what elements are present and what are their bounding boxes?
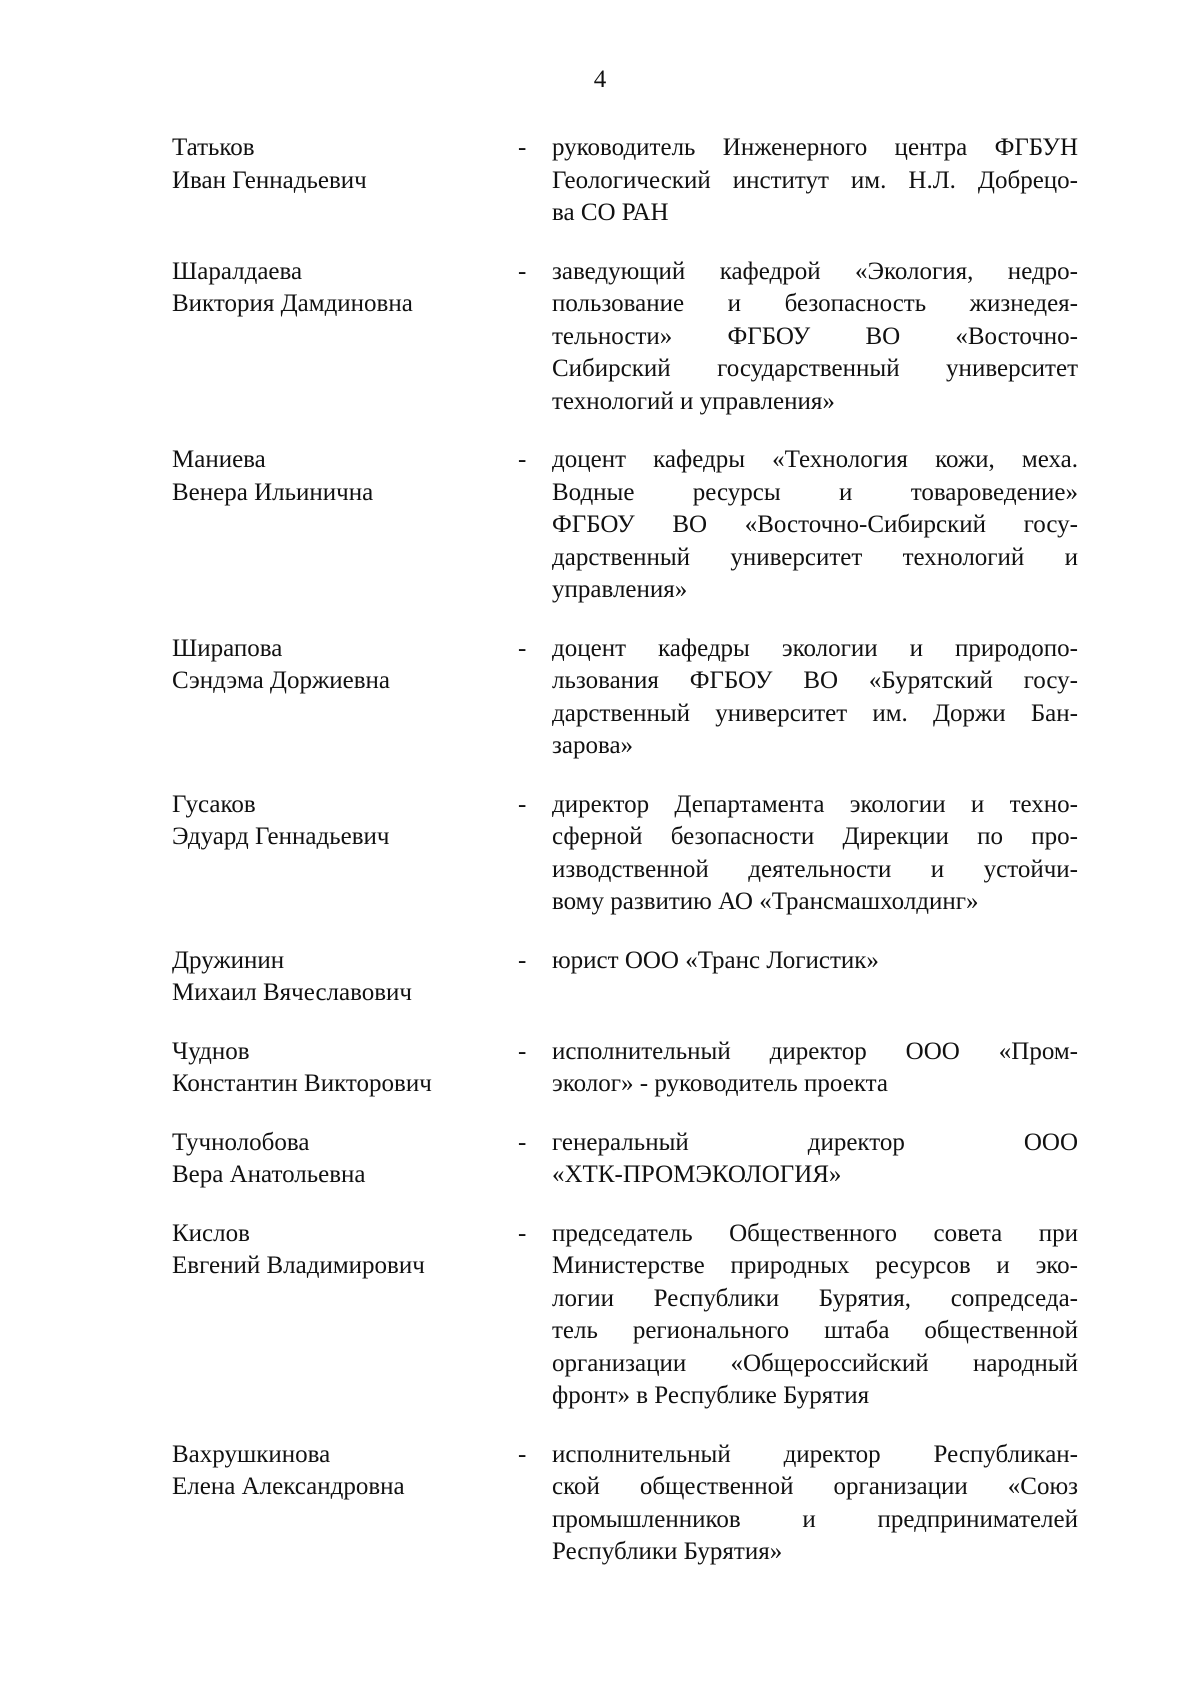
position-line: «ХТК-ПРОМЭКОЛОГИЯ» [552,1161,842,1188]
position-line: генеральный директор ООО [552,1128,1078,1156]
position-line: сферной безопасности Дирекции по про- [552,823,1078,850]
position-line: зарова» [552,732,634,759]
member-surname: Вахрушкинова [172,1440,331,1468]
member-entry [172,132,1078,230]
member-given-names: Эдуард Геннадьевич [172,823,390,850]
position-line: ской общественной организации «Союз [552,1473,1078,1500]
member-position [552,945,1078,978]
member-surname: Татьков [172,134,255,161]
position-line: тель регионального штаба общественной [552,1317,1078,1344]
position-line: организации «Общероссийский народный [552,1349,1078,1377]
member-given-names: Венера Ильинична [172,478,374,506]
member-given-names: Елена Александровна [172,1473,405,1500]
position-line: руководитель Инженерного центра ФГБУН [552,134,1078,161]
position-line: Геологический институт им. Н.Л. Добрецо- [552,166,1078,194]
position-line: юрист ООО «Транс Логистик» [552,946,879,974]
member-given-names: Сэндэма Доржиевна [172,667,391,694]
member-given-names: Константин Викторович [172,1070,432,1097]
member-position [552,1127,1078,1192]
page-number: 4 [593,66,607,93]
position-line: управления» [552,576,688,603]
member-entry [172,1218,1078,1413]
position-line: дарственный университет технологий и [552,543,1078,571]
position-line: доцент кафедры «Технология кожи, меха. [552,446,1078,473]
position-line: ва СО РАН [552,199,669,226]
member-position [552,444,1078,607]
dash-separator: - [518,1128,527,1156]
position-line: ФГБОУ ВО «Восточно-Сибирский госу- [552,511,1078,538]
member-surname: Чуднов [172,1037,250,1065]
member-name [172,1218,518,1283]
position-line: эколог» - руководитель проекта [552,1070,888,1097]
member-list [172,132,1078,1569]
dash-separator: - [518,1219,527,1247]
member-entry [172,1127,1078,1192]
member-entry [172,1036,1078,1101]
member-position [552,1036,1078,1101]
position-line: исполнительный директор ООО «Пром- [552,1037,1078,1065]
member-entry [172,444,1078,607]
member-surname: Шаралдаева [172,257,303,285]
position-line: тельности» ФГБОУ ВО «Восточно- [552,322,1078,350]
member-position [552,132,1078,230]
position-line: логии Республики Бурятия, сопредседа- [552,1284,1078,1312]
member-position [552,1439,1078,1569]
position-line: промышленников и предпринимателей [552,1505,1078,1533]
position-line: льзования ФГБОУ ВО «Бурятский госу- [552,667,1078,694]
member-given-names: Виктория Дамдиновна [172,290,413,317]
member-name [172,1036,518,1101]
position-line: председатель Общественного совета при [552,1219,1078,1247]
position-line: исполнительный директор Республикан- [552,1440,1078,1468]
member-name [172,1127,518,1192]
member-name [172,789,518,854]
position-line: Водные ресурсы и товароведение» [552,478,1078,506]
member-name [172,633,518,698]
position-line: технологий и управления» [552,387,835,415]
member-entry [172,633,1078,763]
member-entry [172,945,1078,1010]
member-position [552,1218,1078,1413]
member-name [172,1439,518,1504]
member-name [172,132,518,197]
member-name [172,444,518,509]
member-surname: Дружинин [172,946,285,974]
member-surname: Тучнолобова [172,1128,310,1156]
position-line: пользование и безопасность жизнедея- [552,290,1078,317]
position-line: Республики Бурятия» [552,1538,783,1565]
dash-separator: - [518,946,527,974]
dash-separator: - [518,1440,527,1468]
member-position [552,633,1078,763]
member-entry [172,1439,1078,1569]
position-line: доцент кафедры экологии и природопо- [552,634,1078,662]
dash-separator: - [518,1037,527,1065]
member-given-names: Иван Геннадьевич [172,166,367,194]
position-line: дарственный университет им. Доржи Бан- [552,699,1078,727]
member-given-names: Вера Анатольевна [172,1161,366,1188]
position-line: Сибирский государственный университет [552,355,1078,382]
position-line: директор Департамента экологии и техно- [552,790,1078,818]
dash-separator: - [518,446,527,473]
member-name [172,945,518,1010]
member-position [552,789,1078,919]
member-given-names: Евгений Владимирович [172,1252,425,1279]
member-entry [172,256,1078,419]
position-line: Министерстве природных ресурсов и эко- [552,1252,1078,1279]
member-surname: Ширапова [172,634,283,662]
position-line: фронт» в Республике Бурятия [552,1382,870,1409]
position-line: изводственной деятельности и устойчи- [552,855,1078,883]
dash-separator: - [518,634,527,662]
member-entry [172,789,1078,919]
member-position [552,256,1078,419]
member-given-names: Михаил Вячеславович [172,979,413,1006]
dash-separator: - [518,257,527,285]
position-line: заведующий кафедрой «Экология, недро- [552,257,1078,285]
member-surname: Маниева [172,446,266,473]
member-surname: Кислов [172,1219,250,1247]
dash-separator: - [518,790,527,818]
member-surname: Гусаков [172,790,256,818]
dash-separator: - [518,134,527,161]
member-name [172,256,518,321]
position-line: вому развитию АО «Трансмашхолдинг» [552,888,979,915]
